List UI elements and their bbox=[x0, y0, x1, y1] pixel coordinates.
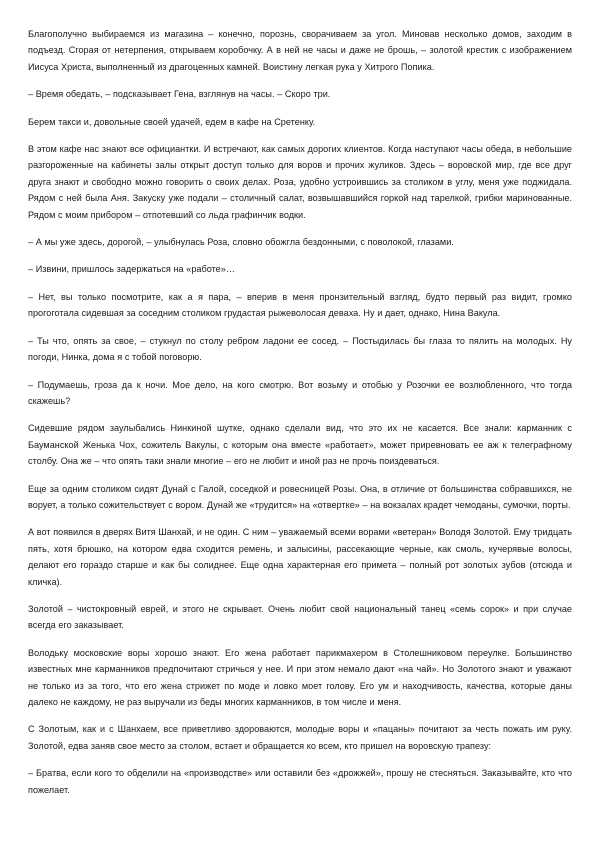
paragraph: А вот появился в дверях Витя Шанхай, и не один. С ним – уважаемый всеми ворами «ветеран» Володя Золотой. Ему тридцать пять, хотя брюшко, на котором едва сходится ремень, и залысины, рассекающие черные, как смоль, кучерявые волосы, делают его гораздо старше и как бы солиднее. Еще одна характерная его примета – полный рот золотых зубов (отсюда и кличка). bbox=[28, 527, 572, 587]
paragraph: – Нет, вы только посмотрите, как а я пара, – вперив в меня пронзительный взгляд, будто первый раз видит, громко прогоготала сидевшая за соседним столиком грудастая рыжеволосая деваха. Ну и дает, однако, Нина Вакула. bbox=[28, 291, 572, 319]
paragraph: Еще за одним столиком сидят Дунай с Галой, соседкой и ровесницей Розы. Она, в отличие от большинства собравшихся, не ворует, а только сожительствует с вором. Дунай же «трудится» на «отвертке» – на вокзалах крадет чемоданы, сумочки, порты. bbox=[28, 483, 572, 510]
paragraph: Золотой – чистокровный еврей, и этого не скрывает. Очень любит свой национальный танец «семь сорок» и при случае всегда его заказывает. bbox=[28, 603, 572, 631]
paragraph: – Братва, если кого то обделили на «производстве» или оставили без «дрожжей», прошу не стесняться. Заказывайте, кто что пожелает. bbox=[28, 768, 572, 795]
paragraph: – Ты что, опять за свое, – стукнул по столу ребром ладони ее сосед. – Постыдилась бы глаза то пялить на молодых. Ну погоди, Нинка, дома я с тобой поговорю. bbox=[28, 335, 572, 363]
paragraph: – Время обедать, – подсказывает Гена, взглянув на часы. – Скоро три. bbox=[28, 89, 331, 100]
paragraph: Володьку московские воры хорошо знают. Его жена работает парикмахером в Столешниковом переулке. Большинство известных мне карманников предпочитают стричься у нее. И при этом немало дают «на чай». Но Золотого знают и уважают не только из за того, что его жена стрижет по моде и ловко моет голову. Его ум и находчивость, качества, которые даны далеко не каждому, не раз выручали из беды многих карманников, в том числе и меня. bbox=[28, 647, 572, 707]
paragraph: – Подумаешь, гроза да к ночи. Мое дело, на кого смотрю. Вот возьму и отобью у Розочки ее возлюбленного, что тогда скажешь? bbox=[28, 379, 572, 406]
paragraph: – А мы уже здесь, дорогой, – улыбнулась Роза, словно обожгла бездонными, с поволокой, глазами. bbox=[28, 237, 454, 248]
paragraph: Сидевшие рядом заулыбались Нинкиной шутке, однако сделали вид, что это их не касается. Все знали: карманник с Бауманской Женька Чох, сожитель Вакулы, с которым она вместе «работает», может приревновать ее аж к телеграфному столбу. Она же – что опять таки знали многие – его не любит и иной раз не прочь поиздеваться. bbox=[28, 423, 572, 467]
paragraph: С Золотым, как и с Шанхаем, все приветливо здороваются, молодые воры и «пацаны» почитают за честь пожать им руку. Золотой, едва заняв свое место за столом, встает и обращается ко всем, кто пришел на воровскую трапезу: bbox=[28, 724, 572, 751]
paragraph: – Извини, пришлось задержаться на «работе»… bbox=[28, 264, 235, 275]
paragraph: Благополучно выбираемся из магазина – конечно, порознь, сворачиваем за угол. Миновав несколько домов, заходим в подъезд. Сгорая от нетерпения, открываем коробочку. А в ней не часы и даже не брошь, – золотой крестик с изображением Иисуса Христа, выполненный из драгоценных камней. Воистину легкая рука у Хитрого Попика. bbox=[28, 29, 572, 72]
paragraph: Берем такси и, довольные своей удачей, едем в кафе на Сретенку. bbox=[28, 116, 316, 127]
paragraph: В этом кафе нас знают все официантки. И встречают, как самых дорогих клиентов. Когда наступают часы обеда, в небольшие разгороженные на кабинеты залы открыт доступ только для воров и прочих жуликов. Здесь – воровской мир, где все друг друга знают и свободно можно говорить о своих делах. Роза, удобно устроившись за столиком в углу, меня уже поджидала. Рядом с ней была Аня. Закуску уже подали – столичный салат, возвышавшийся горкой над тарелкой, грибки маринованные. Рядом с моим прибором – отпотевший со льда графинчик водки. bbox=[28, 144, 572, 220]
